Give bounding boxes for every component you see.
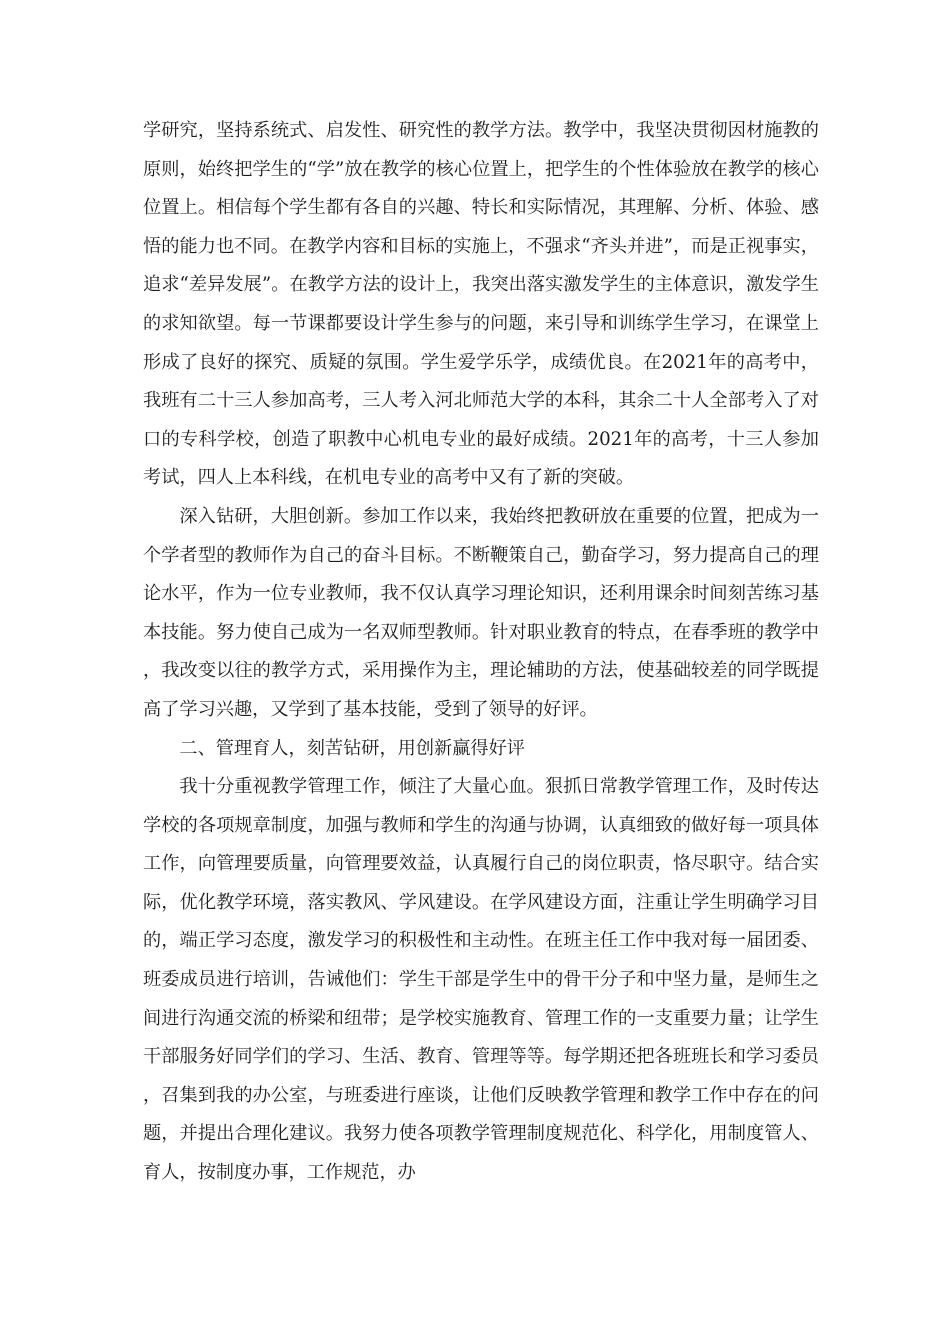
paragraph-teaching-methods: 学研究，坚持系统式、启发性、研究性的教学方法。教学中，我坚决贯彻因材施教的原则，始终把学生的“学”放在教学的核心位置上，把学生的个性体验放在教学的核心位置上。相信每个学生都有各自的兴趣、特长和实际情况，其理解、分析、体验、感悟的能力也不同。在教学内容和目标的实施上，不强求“齐头并进”，而是正视事实，追求“差异发展”。在教学方法的设计上，我突出落实激发学生的主体意识，激发学生的求知欲望。每一节课都要设计学生参与的问题，来引导和训练学生学习，在课堂上形成了良好的探究、质疑的氛围。学生爱学乐学，成绩优良。在2021年的高考中，我班有二十三人参加高考，三人考入河北师范大学的本科，其余二十人全部考入了对口的专科学校，创造了职教中心机电专业的最好成绩。2021年的高考，十三人参加考试，四人上本科线，在机电专业的高考中又有了新的突破。 [143, 120, 819, 489]
paragraph-research-innovation: 深入钻研，大胆创新。参加工作以来，我始终把教研放在重要的位置，把成为一个学者型的教师作为自己的奋斗目标。不断鞭策自己，勤奋学习，努力提高自己的理论水平，作为一位专业教师，我不仅认真学习理论知识，还利用课余时间刻苦练习基本技能。努力使自己成为一名双师型教师。针对职业教育的特点，在春季班的教学中，我改变以往的教学方式，采用操作为主，理论辅助的方法，使基础较差的同学既提高了学习兴趣，又学到了基本技能，受到了领导的好评。 [143, 505, 819, 720]
document-body [143, 112, 819, 1193]
section-heading-management: 二、管理育人，刻苦钻研，用创新赢得好评 [179, 737, 525, 759]
paragraph-teaching-management: 我十分重视教学管理工作，倾注了大量心血。狠抓日常教学管理工作，及时传达学校的各项规章制度，加强与教师和学生的沟通与协调，认真细致的做好每一项具体工作，向管理要质量，向管理要效益，认真履行自己的岗位职责，恪尽职守。结合实际，优化教学环境，落实教风、学风建设。在学风建设方面，注重让学生明确学习目的，端正学习态度，激发学习的积极性和主动性。在班主任工作中我对每一届团委、班委成员进行培训，告诫他们：学生干部是学生中的骨干分子和中坚力量，是师生之间进行沟通交流的桥梁和纽带；是学校实施教育、管理工作的一支重要力量；让学生干部服务好同学们的学习、生活、教育、管理等等。每学期还把各班班长和学习委员，召集到我的办公室，与班委进行座谈，让他们反映教学管理和教学工作中存在的问题，并提出合理化建议。我努力使各项教学管理制度规范化、科学化，用制度管人、育人，按制度办事，工作规范，办 [143, 776, 819, 1184]
